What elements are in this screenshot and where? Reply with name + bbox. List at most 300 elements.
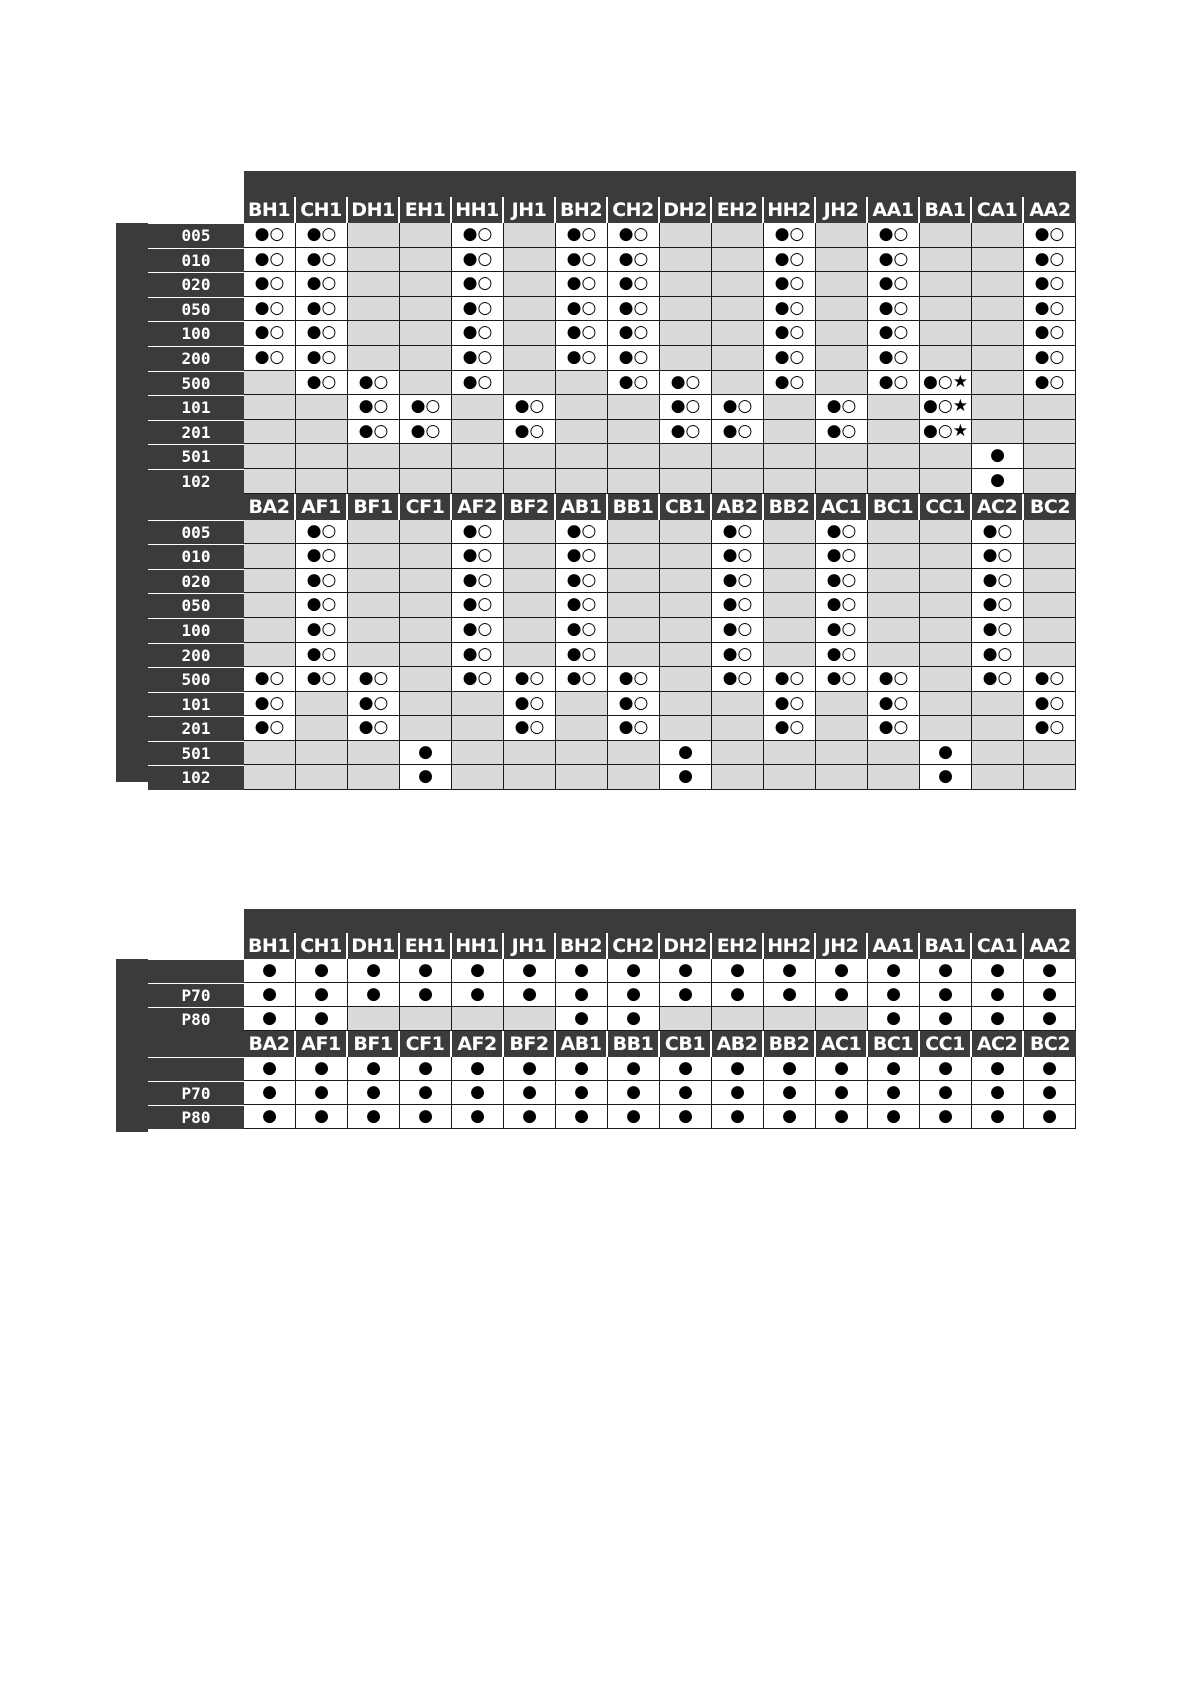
empty-cell [504, 765, 556, 790]
empty-cell [868, 741, 920, 766]
empty-cell [348, 1007, 400, 1031]
availability-cell: ●○ [244, 692, 296, 717]
empty-cell [504, 520, 556, 545]
empty-cell [504, 321, 556, 346]
empty-cell [556, 716, 608, 741]
empty-cell [244, 741, 296, 766]
column-header: EH1 [400, 933, 452, 959]
availability-cell: ● [348, 1105, 400, 1129]
column-header: HH1 [452, 933, 504, 959]
empty-cell [764, 544, 816, 569]
empty-cell [348, 618, 400, 643]
availability-cell: ●○ [972, 667, 1024, 692]
availability-cell: ●○ [660, 395, 712, 420]
availability-cell: ●○ [296, 643, 348, 668]
empty-cell [348, 223, 400, 248]
availability-cell: ● [712, 1105, 764, 1129]
availability-cell: ●○ [504, 395, 556, 420]
availability-cell: ●○ [608, 667, 660, 692]
availability-cell: ●○ [348, 692, 400, 717]
row-label: 200 [148, 346, 244, 371]
empty-cell [400, 593, 452, 618]
empty-cell [660, 444, 712, 469]
empty-cell [296, 420, 348, 445]
table-1-title-bar [244, 171, 1076, 197]
empty-cell [244, 569, 296, 594]
availability-cell: ●○ [556, 297, 608, 322]
row-label: 050 [148, 593, 244, 618]
empty-cell [816, 469, 868, 494]
availability-cell: ●○ [1024, 248, 1076, 273]
availability-cell: ●○ [608, 223, 660, 248]
availability-cell: ●○ [244, 716, 296, 741]
column-header: BC1 [868, 494, 920, 520]
empty-cell [608, 395, 660, 420]
column-header: EH2 [712, 933, 764, 959]
empty-cell [348, 469, 400, 494]
column-header: AB2 [712, 494, 764, 520]
empty-cell [244, 395, 296, 420]
empty-cell [452, 469, 504, 494]
empty-cell [816, 765, 868, 790]
empty-cell [972, 765, 1024, 790]
availability-cell: ● [764, 1057, 816, 1081]
availability-cell: ● [868, 983, 920, 1007]
empty-cell [712, 444, 764, 469]
availability-cell: ●○ [452, 297, 504, 322]
empty-cell [556, 741, 608, 766]
row-label: 500 [148, 667, 244, 692]
availability-cell: ● [972, 1007, 1024, 1031]
empty-cell [504, 346, 556, 371]
availability-cell: ●○ [452, 618, 504, 643]
empty-cell [244, 444, 296, 469]
availability-cell: ●○ [868, 667, 920, 692]
availability-cell: ●○ [868, 321, 920, 346]
column-header: HH2 [764, 933, 816, 959]
availability-cell: ● [920, 1081, 972, 1105]
availability-cell: ●○ [764, 297, 816, 322]
empty-cell [972, 420, 1024, 445]
availability-cell: ●○ [712, 618, 764, 643]
column-header: DH1 [348, 197, 400, 223]
availability-cell: ●○ [712, 569, 764, 594]
empty-cell [296, 765, 348, 790]
empty-cell [296, 444, 348, 469]
column-header: JH1 [504, 933, 556, 959]
empty-cell [816, 248, 868, 273]
column-header: AC2 [972, 494, 1024, 520]
availability-cell: ● [764, 1081, 816, 1105]
empty-cell [1024, 420, 1076, 445]
empty-cell [660, 544, 712, 569]
availability-cell: ●○ [452, 593, 504, 618]
availability-cell: ● [400, 983, 452, 1007]
availability-cell: ●○ [868, 371, 920, 396]
empty-cell [452, 716, 504, 741]
availability-cell: ● [660, 983, 712, 1007]
empty-cell [608, 741, 660, 766]
availability-cell: ●○ [504, 716, 556, 741]
empty-cell [400, 346, 452, 371]
row-label [148, 959, 244, 983]
empty-cell [660, 618, 712, 643]
empty-cell [868, 444, 920, 469]
availability-cell: ● [712, 1057, 764, 1081]
empty-cell [764, 741, 816, 766]
availability-cell: ●○ [296, 569, 348, 594]
column-header: BF2 [504, 1031, 556, 1057]
availability-cell: ●○ [348, 667, 400, 692]
empty-cell [400, 643, 452, 668]
availability-cell: ● [712, 959, 764, 983]
empty-cell [1024, 544, 1076, 569]
availability-cell: ● [920, 1057, 972, 1081]
empty-cell [1024, 765, 1076, 790]
availability-cell: ●○ [244, 223, 296, 248]
empty-cell [764, 593, 816, 618]
empty-cell [348, 444, 400, 469]
availability-cell: ● [972, 469, 1024, 494]
row-label: 100 [148, 321, 244, 346]
empty-cell [400, 444, 452, 469]
empty-cell [972, 248, 1024, 273]
availability-cell: ● [660, 765, 712, 790]
availability-cell: ●○ [868, 223, 920, 248]
availability-cell: ● [244, 1057, 296, 1081]
availability-cell: ●○ [296, 371, 348, 396]
availability-cell: ●○ [296, 520, 348, 545]
column-header: DH2 [660, 197, 712, 223]
empty-cell [1024, 444, 1076, 469]
empty-cell [920, 469, 972, 494]
empty-cell [712, 716, 764, 741]
row-label: 010 [148, 544, 244, 569]
column-header: BC2 [1024, 1031, 1076, 1057]
empty-cell [348, 297, 400, 322]
availability-cell: ● [972, 959, 1024, 983]
availability-cell: ● [1024, 1057, 1076, 1081]
availability-cell: ●○ [556, 520, 608, 545]
empty-cell [764, 569, 816, 594]
availability-cell: ●○ [296, 272, 348, 297]
empty-cell [712, 297, 764, 322]
empty-cell [556, 469, 608, 494]
column-header: CH1 [296, 197, 348, 223]
availability-cell: ● [244, 983, 296, 1007]
empty-cell [296, 692, 348, 717]
availability-cell: ● [660, 741, 712, 766]
availability-cell: ● [452, 1057, 504, 1081]
row-label: P80 [148, 1007, 244, 1031]
availability-cell: ● [556, 959, 608, 983]
availability-cell: ●○ [1024, 692, 1076, 717]
column-header: BB2 [764, 1031, 816, 1057]
availability-cell: ●○ [556, 544, 608, 569]
availability-cell: ●○ [296, 223, 348, 248]
availability-cell: ● [348, 959, 400, 983]
availability-cell: ●○ [608, 346, 660, 371]
empty-cell [764, 420, 816, 445]
availability-cell: ● [556, 1057, 608, 1081]
availability-cell: ●○ [764, 223, 816, 248]
empty-cell [868, 395, 920, 420]
empty-cell [764, 1007, 816, 1031]
empty-cell [972, 716, 1024, 741]
empty-cell [764, 444, 816, 469]
column-header: BC2 [1024, 494, 1076, 520]
empty-cell [608, 520, 660, 545]
column-header: BA1 [920, 933, 972, 959]
availability-cell: ●○ [972, 544, 1024, 569]
column-header: BF2 [504, 494, 556, 520]
empty-cell [972, 395, 1024, 420]
availability-cell: ●○ [660, 371, 712, 396]
empty-cell [920, 297, 972, 322]
availability-cell: ●○ [296, 618, 348, 643]
availability-cell: ●○★ [920, 420, 972, 445]
empty-cell [452, 395, 504, 420]
availability-cell: ●○ [816, 667, 868, 692]
column-header: CF1 [400, 494, 452, 520]
availability-cell: ● [868, 1007, 920, 1031]
availability-cell: ● [972, 444, 1024, 469]
empty-cell [816, 692, 868, 717]
availability-cell: ● [504, 983, 556, 1007]
empty-cell [920, 569, 972, 594]
availability-cell: ●○ [1024, 667, 1076, 692]
availability-cell: ● [244, 1007, 296, 1031]
availability-cell: ●○ [504, 420, 556, 445]
column-header: BC1 [868, 1031, 920, 1057]
availability-cell: ●○ [452, 544, 504, 569]
availability-cell: ●○ [816, 520, 868, 545]
availability-cell: ● [868, 1057, 920, 1081]
empty-cell [1024, 741, 1076, 766]
column-header: BH2 [556, 933, 608, 959]
availability-cell: ●○ [816, 569, 868, 594]
column-header: CC1 [920, 494, 972, 520]
availability-cell: ●○ [452, 346, 504, 371]
table-1-grid [148, 197, 1076, 790]
availability-cell: ●○ [244, 321, 296, 346]
empty-cell [400, 297, 452, 322]
column-header: BH1 [244, 197, 296, 223]
availability-cell: ●○ [348, 395, 400, 420]
column-header: AA2 [1024, 197, 1076, 223]
availability-cell: ● [504, 1057, 556, 1081]
availability-cell: ●○ [244, 248, 296, 273]
empty-cell [816, 741, 868, 766]
availability-cell: ● [816, 1105, 868, 1129]
empty-cell [608, 765, 660, 790]
row-label: 101 [148, 692, 244, 717]
column-header: BA2 [244, 494, 296, 520]
empty-cell [608, 444, 660, 469]
empty-cell [348, 248, 400, 273]
empty-cell [920, 667, 972, 692]
availability-cell: ● [972, 1057, 1024, 1081]
empty-cell [660, 643, 712, 668]
empty-cell [972, 346, 1024, 371]
empty-cell [504, 469, 556, 494]
empty-cell [816, 371, 868, 396]
empty-cell [400, 544, 452, 569]
empty-cell [972, 371, 1024, 396]
row-label: 050 [148, 297, 244, 322]
availability-cell: ● [764, 983, 816, 1007]
availability-cell: ● [556, 1105, 608, 1129]
empty-cell [920, 618, 972, 643]
column-header: HH1 [452, 197, 504, 223]
availability-cell: ●○★ [920, 395, 972, 420]
empty-cell [296, 716, 348, 741]
empty-cell [348, 741, 400, 766]
empty-cell [712, 272, 764, 297]
availability-cell: ● [764, 1105, 816, 1129]
empty-cell [816, 321, 868, 346]
empty-cell [660, 593, 712, 618]
empty-cell [1024, 469, 1076, 494]
availability-cell: ●○ [816, 544, 868, 569]
empty-cell [608, 420, 660, 445]
availability-cell: ● [1024, 1105, 1076, 1129]
availability-cell: ● [712, 983, 764, 1007]
availability-cell: ● [920, 1007, 972, 1031]
availability-cell: ● [712, 1081, 764, 1105]
availability-cell: ● [920, 1105, 972, 1129]
empty-cell [920, 593, 972, 618]
empty-cell [920, 272, 972, 297]
availability-cell: ●○ [712, 420, 764, 445]
table-2-side-bar [116, 959, 148, 1132]
empty-cell [400, 692, 452, 717]
empty-cell [400, 223, 452, 248]
column-header: EH2 [712, 197, 764, 223]
availability-cell: ●○ [452, 248, 504, 273]
availability-cell: ●○ [816, 643, 868, 668]
empty-cell [556, 765, 608, 790]
column-header: CB1 [660, 494, 712, 520]
empty-cell [608, 544, 660, 569]
availability-cell: ●○ [972, 593, 1024, 618]
column-header: AA1 [868, 197, 920, 223]
availability-cell: ●○ [452, 643, 504, 668]
availability-cell: ●○ [608, 248, 660, 273]
empty-cell [244, 765, 296, 790]
column-header: AF1 [296, 494, 348, 520]
header-corner [148, 933, 244, 959]
empty-cell [660, 223, 712, 248]
availability-cell: ● [608, 1057, 660, 1081]
empty-cell [452, 420, 504, 445]
row-label: 101 [148, 395, 244, 420]
availability-cell: ●○ [608, 297, 660, 322]
availability-cell: ● [296, 1007, 348, 1031]
empty-cell [712, 248, 764, 273]
header-corner [148, 494, 244, 520]
availability-cell: ● [348, 1057, 400, 1081]
column-header: AB2 [712, 1031, 764, 1057]
empty-cell [660, 469, 712, 494]
empty-cell [504, 618, 556, 643]
availability-cell: ●○ [400, 420, 452, 445]
empty-cell [504, 223, 556, 248]
empty-cell [816, 1007, 868, 1031]
row-label: P70 [148, 1081, 244, 1105]
empty-cell [504, 272, 556, 297]
availability-cell: ● [400, 765, 452, 790]
empty-cell [452, 444, 504, 469]
empty-cell [244, 618, 296, 643]
availability-cell: ● [452, 959, 504, 983]
empty-cell [868, 469, 920, 494]
empty-cell [452, 765, 504, 790]
empty-cell [712, 469, 764, 494]
column-header: BB1 [608, 494, 660, 520]
availability-cell: ●○ [556, 643, 608, 668]
empty-cell [764, 765, 816, 790]
empty-cell [504, 371, 556, 396]
empty-cell [504, 297, 556, 322]
empty-cell [660, 716, 712, 741]
column-header: BB1 [608, 1031, 660, 1057]
column-header: AF2 [452, 494, 504, 520]
availability-cell: ● [348, 983, 400, 1007]
empty-cell [348, 346, 400, 371]
empty-cell [816, 223, 868, 248]
availability-cell: ●○ [348, 420, 400, 445]
availability-cell: ●○ [244, 272, 296, 297]
empty-cell [348, 569, 400, 594]
row-label: 501 [148, 444, 244, 469]
availability-cell: ● [244, 1105, 296, 1129]
empty-cell [712, 223, 764, 248]
empty-cell [712, 765, 764, 790]
empty-cell [244, 544, 296, 569]
empty-cell [972, 321, 1024, 346]
column-header: CF1 [400, 1031, 452, 1057]
availability-cell: ●○ [452, 569, 504, 594]
availability-cell: ●○ [712, 544, 764, 569]
column-header: BA1 [920, 197, 972, 223]
row-label: 010 [148, 248, 244, 273]
availability-cell: ●○ [764, 371, 816, 396]
column-header: BH2 [556, 197, 608, 223]
empty-cell [816, 272, 868, 297]
empty-cell [608, 618, 660, 643]
row-label: 200 [148, 643, 244, 668]
availability-cell: ● [296, 1057, 348, 1081]
column-header: BB2 [764, 494, 816, 520]
empty-cell [920, 444, 972, 469]
availability-cell: ● [608, 983, 660, 1007]
availability-cell: ●○ [296, 297, 348, 322]
availability-cell: ● [816, 1081, 868, 1105]
empty-cell [920, 544, 972, 569]
availability-cell: ●○ [452, 272, 504, 297]
empty-cell [712, 371, 764, 396]
availability-cell: ● [920, 741, 972, 766]
availability-cell: ● [1024, 1007, 1076, 1031]
availability-cell: ●○ [244, 667, 296, 692]
availability-cell: ●○ [556, 593, 608, 618]
row-label: 005 [148, 520, 244, 545]
availability-cell: ●○★ [920, 371, 972, 396]
availability-cell: ●○ [504, 667, 556, 692]
availability-cell: ● [816, 983, 868, 1007]
availability-cell: ● [452, 983, 504, 1007]
